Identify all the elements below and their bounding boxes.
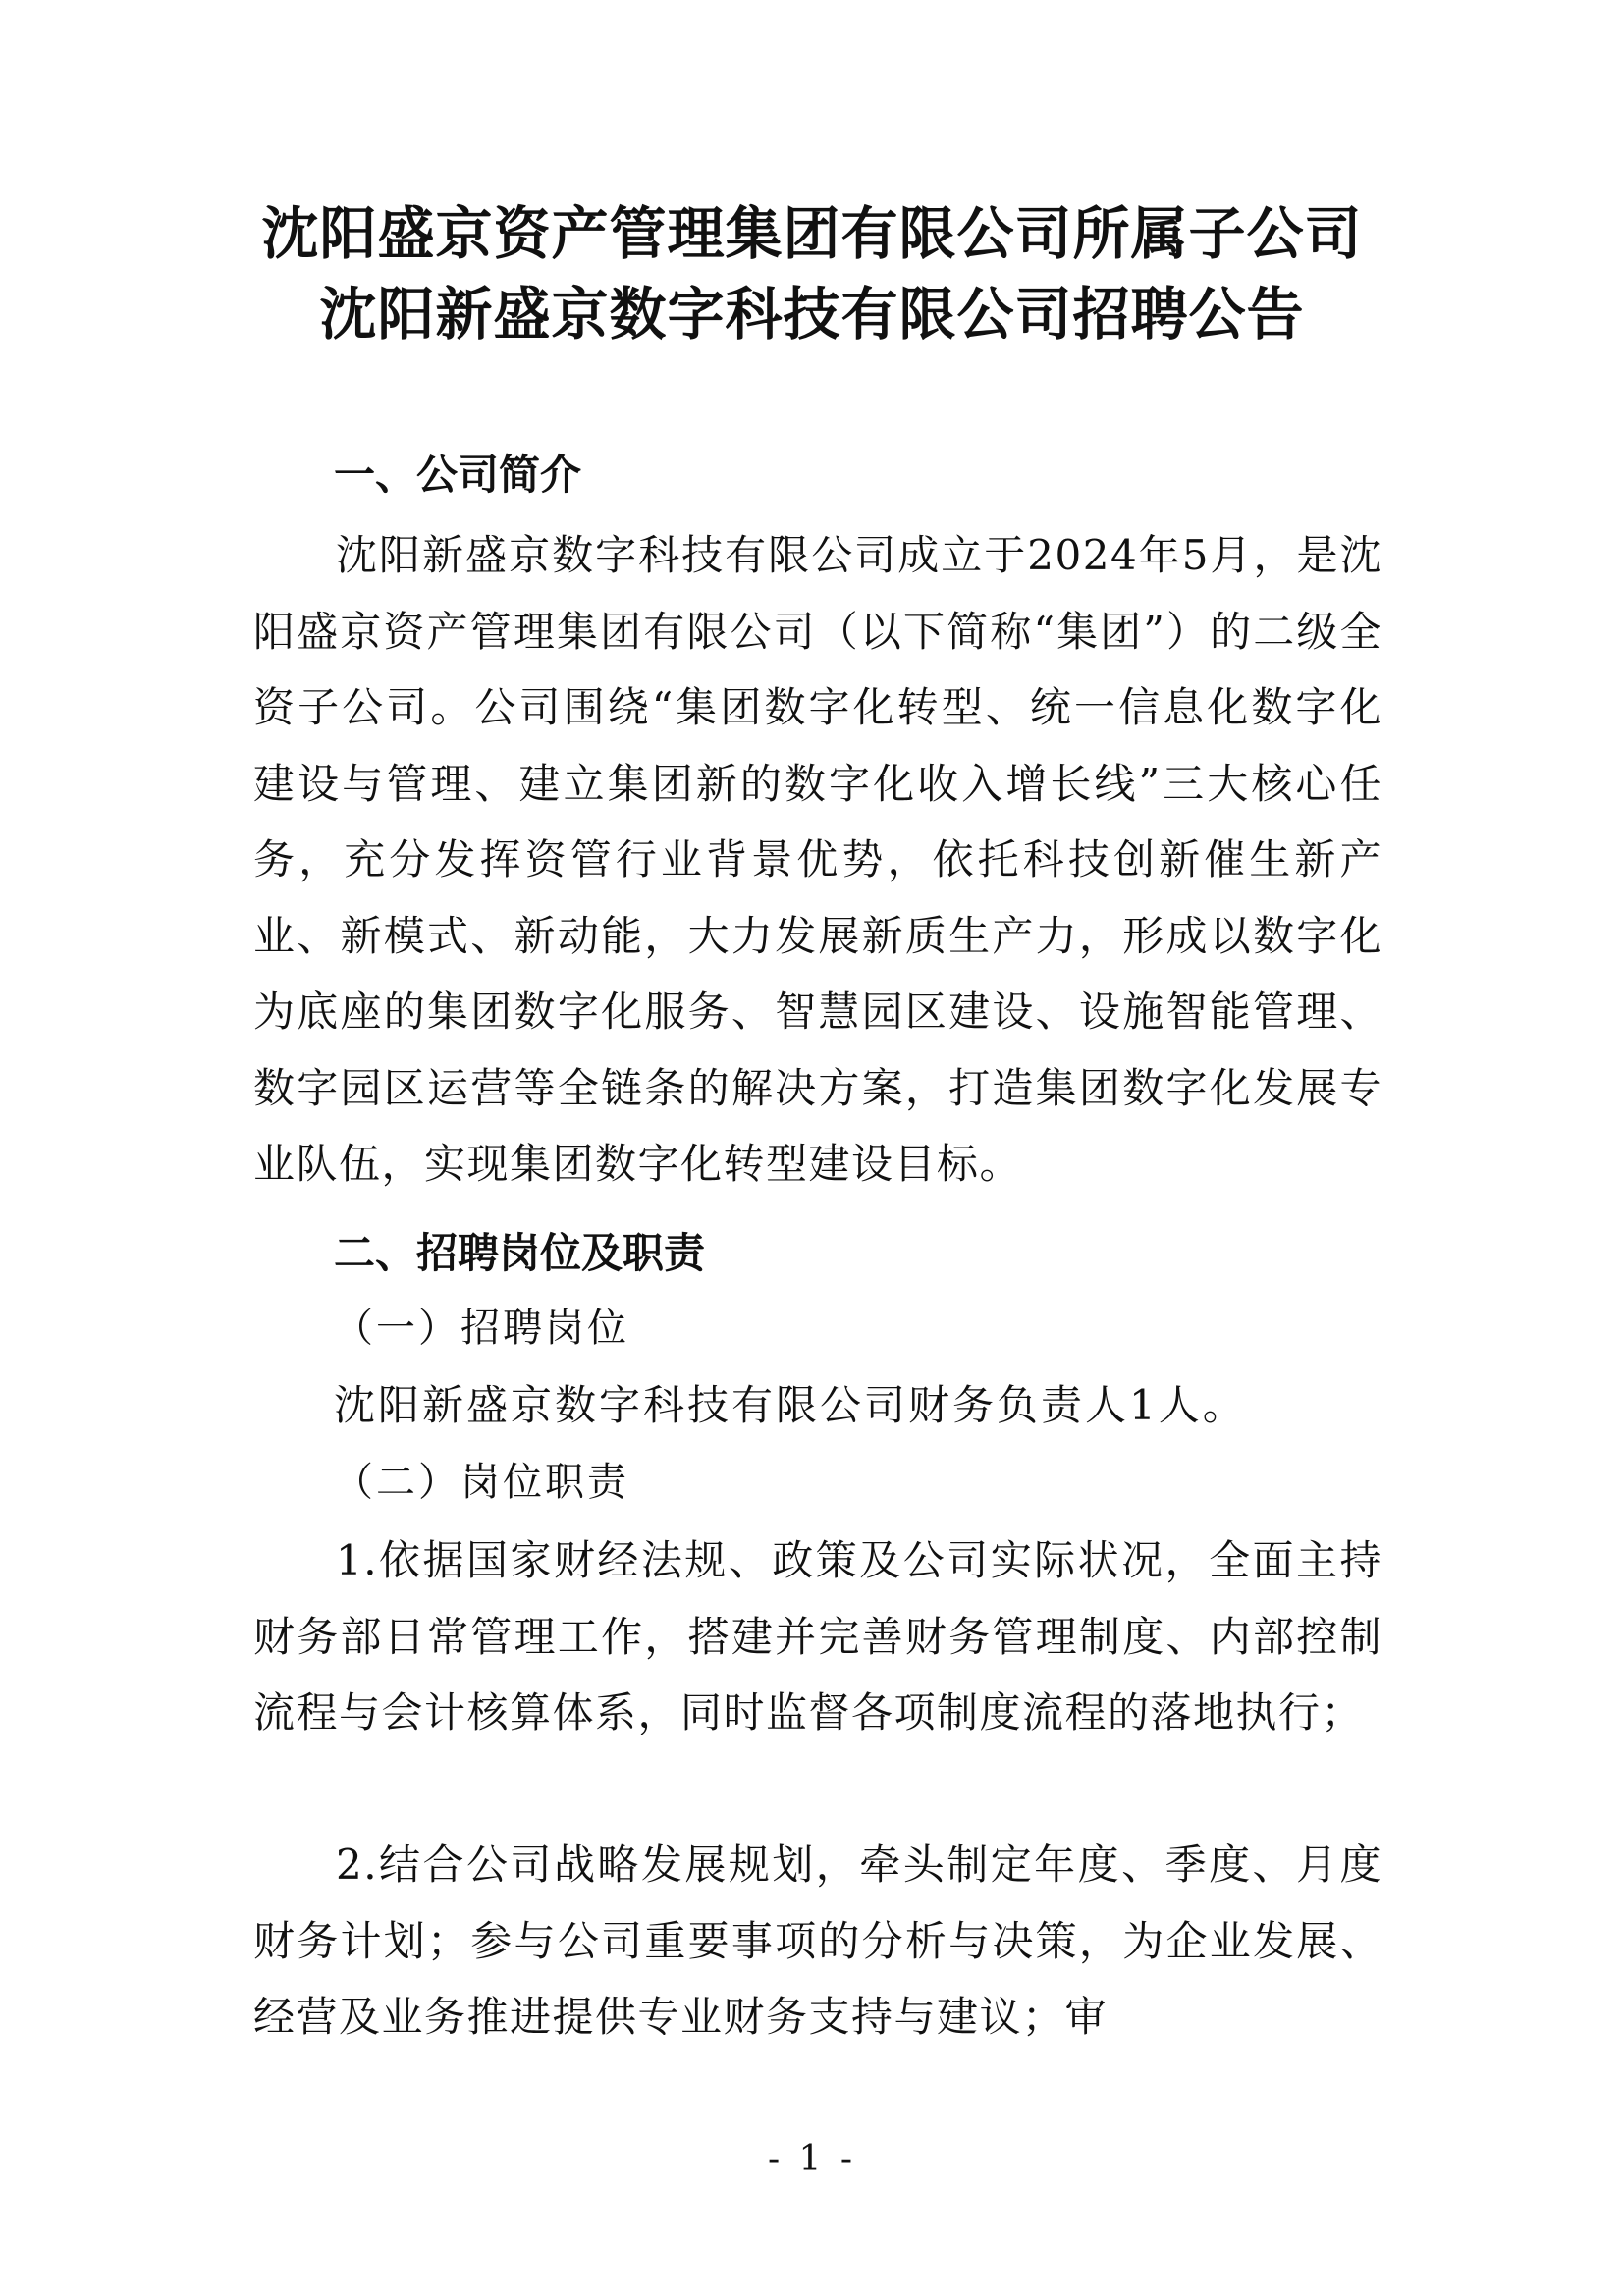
subheading-positions: （一）招聘岗位 — [334, 1306, 629, 1351]
document-title-line-1: 沈阳盛京资产管理集团有限公司所属子公司 — [261, 200, 1363, 267]
page-number: - 1 - — [767, 2139, 857, 2179]
section-heading-company-profile: 一、公司简介 — [334, 451, 582, 499]
company-profile-paragraph: 沈阳新盛京数字科技有限公司成立于2024年5月，是沈阳盛京资产管理集团有限公司（以下简称“集团”）的二级全资子公司。公司围绕“集团数字化转型、统一信息化数字化建设与管理、建立集团新的数字化收入增长线”三大核心任务，充分发挥资管行业背景优势，依托科技创新催生新产业、新模式、新动能，大力发展新质生产力，形成以数字化为底座的集团数字化服务、智慧园区建设、设施智能管理、数字园区运营等全链条的解决方案，打造集团数字化发展专业队伍，实现集团数字化转型建设目标。 — [253, 531, 1382, 1188]
duty-item-1: 1.依据国家财经法规、政策及公司实际状况，全面主持财务部日常管理工作，搭建并完善财务管理制度、内部控制流程与会计核算体系，同时监督各项制度流程的落地执行； — [253, 1536, 1382, 1736]
document-title-line-2: 沈阳新盛京数字科技有限公司招聘公告 — [319, 281, 1305, 347]
position-text: 沈阳新盛京数字科技有限公司财务负责人1人。 — [334, 1381, 1247, 1429]
subheading-duties: （二）岗位职责 — [334, 1460, 629, 1505]
section-heading-positions: 二、招聘岗位及职责 — [334, 1229, 706, 1277]
duty-item-2: 2.结合公司战略发展规划，牵头制定年度、季度、月度财务计划；参与公司重要事项的分析与决策，为企业发展、经营及业务推进提供专业财务支持与建议；审 — [253, 1841, 1382, 2041]
